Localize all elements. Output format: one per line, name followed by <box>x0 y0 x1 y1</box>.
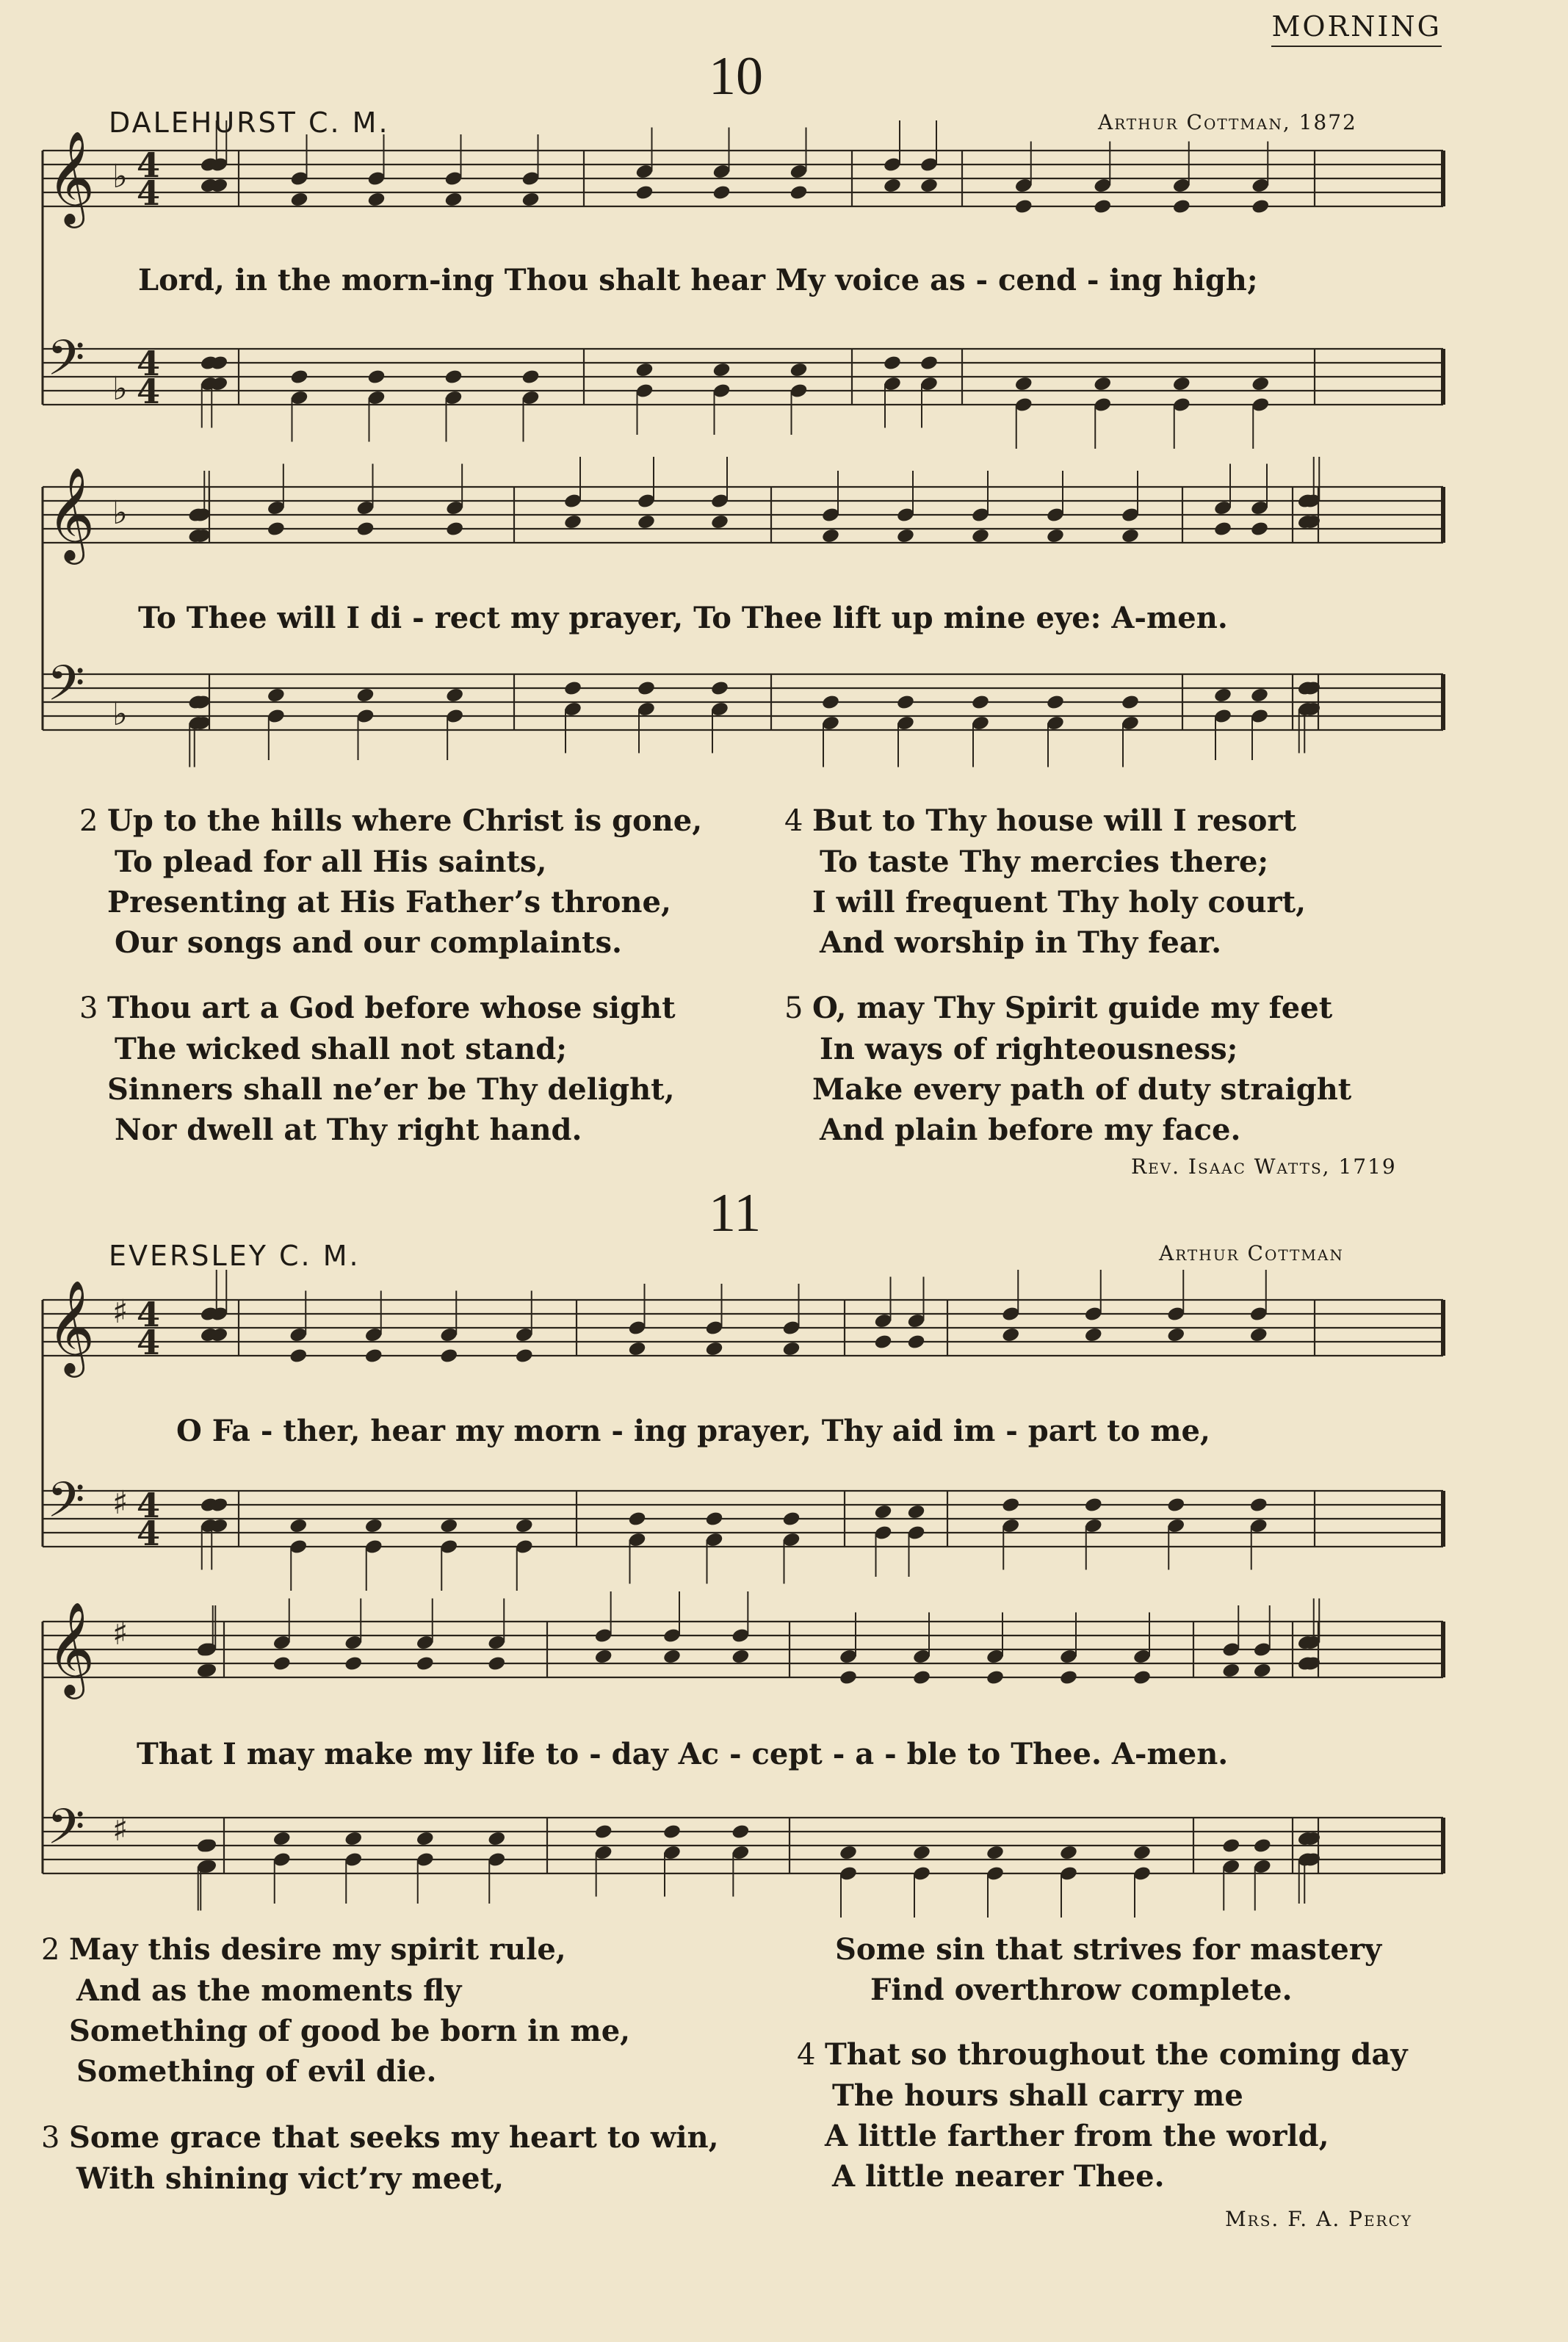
stanza-line: I will frequent Thy holy court, <box>812 885 1307 919</box>
time-signature-top: 4 <box>137 344 161 383</box>
stanza-line: In ways of righteousness; <box>820 1032 1238 1066</box>
notehead <box>1213 687 1232 704</box>
notehead <box>912 1669 931 1686</box>
notehead <box>594 1648 613 1665</box>
stanza-line: But to Thy house will I resort <box>812 803 1296 838</box>
hymn-10-tune-name: DALEHURST C. M. <box>109 106 390 139</box>
flat-sign: ♭ <box>112 695 128 733</box>
notehead <box>563 680 582 697</box>
stanza-line: Find overthrow complete. <box>870 1973 1293 2007</box>
time-signature-bottom: 4 <box>137 1514 161 1553</box>
notehead <box>710 513 729 530</box>
hymn-10-author: Rev. Isaac Watts, 1719 <box>1131 1154 1397 1179</box>
notehead <box>637 680 656 697</box>
notehead <box>594 1824 613 1840</box>
treble-clef: 𝄞 <box>47 130 95 224</box>
stanza-line: Presenting at His Father’s throne, <box>107 885 671 919</box>
notehead <box>712 361 731 378</box>
hymn-11-tune-name: EVERSLEY C. M. <box>109 1240 361 1272</box>
notehead <box>1213 521 1232 538</box>
hymn-10-composer: Arthur Cottman, 1872 <box>1098 110 1357 134</box>
notehead <box>439 1348 458 1365</box>
notehead <box>1046 527 1065 544</box>
notehead <box>789 184 808 201</box>
stanza-line: Thou art a God before whose sight <box>107 991 676 1025</box>
time-signature-top: 4 <box>137 1295 161 1334</box>
time-signature-top: 4 <box>137 145 161 185</box>
stanza-line: Sinners shall ne’er be Thy delight, <box>107 1072 675 1107</box>
running-head: MORNING <box>1271 10 1442 47</box>
stanza-line: And plain before my face. <box>820 1113 1241 1147</box>
notehead <box>416 1655 435 1672</box>
notehead <box>1059 1844 1078 1861</box>
stanza-line: Nor dwell at Thy right hand. <box>115 1113 582 1147</box>
notehead <box>366 369 386 386</box>
notehead <box>515 1348 534 1365</box>
notehead <box>1251 198 1270 215</box>
notehead <box>781 1511 801 1528</box>
notehead <box>873 1334 892 1351</box>
notehead <box>344 1830 363 1847</box>
notehead <box>873 1503 892 1520</box>
notehead <box>627 1511 646 1528</box>
notehead <box>883 355 902 372</box>
notehead <box>1250 687 1269 704</box>
notehead <box>883 177 902 194</box>
stanza-line: And worship in Thy fear. <box>820 925 1222 960</box>
notehead <box>704 1340 723 1357</box>
notehead <box>920 177 939 194</box>
flat-sign: ♭ <box>112 494 128 532</box>
treble-clef: 𝄞 <box>47 1601 95 1695</box>
notehead <box>344 1655 363 1672</box>
notehead <box>355 687 375 704</box>
notehead <box>704 1511 723 1528</box>
stanza-number: 2 <box>41 1933 60 1967</box>
notehead <box>662 1824 682 1840</box>
notehead <box>198 1837 217 1854</box>
notehead <box>986 1844 1005 1861</box>
notehead <box>731 1648 750 1665</box>
notehead <box>444 191 463 208</box>
stanza-line: The hours shall carry me <box>832 2078 1243 2113</box>
bass-clef: 𝄢 <box>47 1799 85 1867</box>
notehead <box>1132 1669 1152 1686</box>
stanza-line: Our songs and our complaints. <box>115 925 622 960</box>
notehead <box>912 1844 931 1861</box>
notehead <box>1250 521 1269 538</box>
stanza-line: To taste Thy mercies there; <box>820 845 1269 879</box>
stanza-line: Some sin that strives for mastery <box>835 1932 1382 1967</box>
bass-clef: 𝄢 <box>47 655 85 723</box>
bass-clef: 𝄢 <box>47 1472 85 1540</box>
notehead <box>662 1648 682 1665</box>
notehead <box>1121 527 1140 544</box>
stanza-line: Something of good be born in me, <box>69 2014 631 2048</box>
sharp-sign: ♯ <box>112 1484 129 1522</box>
notehead <box>1001 1497 1020 1514</box>
notehead <box>1084 1326 1103 1343</box>
stanza-line: And as the moments fly <box>76 1973 462 2008</box>
time-signature-bottom: 4 <box>137 173 161 213</box>
notehead <box>1253 1837 1272 1854</box>
notehead <box>789 361 808 378</box>
hymn-11-lyric-line-1: O Fa - ther, hear my morn - ing prayer, Thy aid im - part to me, <box>176 1414 1210 1448</box>
notehead <box>971 694 990 711</box>
notehead <box>637 513 656 530</box>
notehead <box>1132 1844 1152 1861</box>
stanza-line: Some grace that seeks my heart to win, <box>69 2120 719 2155</box>
notehead <box>267 687 286 704</box>
hymn-11-lyric-line-2: That I may make my life to - day Ac - cept - a - ble to Thee. A-men. <box>137 1737 1229 1771</box>
notehead <box>289 369 308 386</box>
notehead <box>445 521 464 538</box>
notehead <box>289 1517 308 1534</box>
notehead <box>1249 1497 1268 1514</box>
time-signature-top: 4 <box>137 1486 161 1525</box>
notehead <box>355 521 375 538</box>
notehead <box>1046 694 1065 711</box>
stanza-number: 3 <box>41 2121 60 2155</box>
notehead <box>896 694 915 711</box>
stanza-line: That so throughout the coming day <box>825 2037 1408 2072</box>
notehead <box>1172 198 1191 215</box>
notehead <box>821 694 840 711</box>
stanza-line: Make every path of duty straight <box>812 1072 1352 1107</box>
stanza-number: 5 <box>784 991 803 1025</box>
notehead <box>1093 375 1112 392</box>
stanza-line: With shining vict’ry meet, <box>76 2161 505 2196</box>
notehead <box>1093 198 1112 215</box>
stanza-line: Something of evil die. <box>76 2054 437 2089</box>
notehead <box>1001 1326 1020 1343</box>
stanza-line: May this desire my spirit rule, <box>69 1932 566 1967</box>
hymn-10-number: 10 <box>709 46 763 106</box>
notehead <box>515 1517 534 1534</box>
notehead <box>289 191 308 208</box>
notehead <box>896 527 915 544</box>
stanza-line: A little nearer Thee. <box>832 2159 1165 2194</box>
notehead <box>416 1830 435 1847</box>
notehead <box>1253 1662 1272 1679</box>
hymn-10-lyric-line-2: To Thee will I di - rect my prayer, To Thee lift up mine eye: A-men. <box>138 601 1228 635</box>
hymn-10-lyric-line-1: Lord, in the morn-ing Thou shalt hear My voice as - cend - ing high; <box>138 263 1258 297</box>
notehead <box>487 1830 506 1847</box>
sharp-sign: ♯ <box>112 1615 129 1652</box>
notehead <box>364 1348 383 1365</box>
notehead <box>712 184 731 201</box>
notehead <box>1166 1326 1185 1343</box>
notehead <box>366 191 386 208</box>
notehead <box>521 191 540 208</box>
notehead <box>781 1340 801 1357</box>
notehead <box>444 369 463 386</box>
stanza-number: 4 <box>797 2038 816 2072</box>
notehead <box>198 1662 217 1679</box>
notehead <box>1059 1669 1078 1686</box>
sharp-sign: ♯ <box>112 1811 129 1848</box>
stanza-line: O, may Thy Spirit guide my feet <box>812 991 1333 1025</box>
hymn-11-composer: Arthur Cottman <box>1159 1241 1344 1265</box>
notehead <box>1172 375 1191 392</box>
notehead <box>1121 694 1140 711</box>
notehead <box>906 1503 925 1520</box>
notehead <box>1166 1497 1185 1514</box>
notehead <box>267 521 286 538</box>
notehead <box>839 1669 858 1686</box>
notehead <box>627 1340 646 1357</box>
notehead <box>487 1655 506 1672</box>
notehead <box>821 527 840 544</box>
notehead <box>289 1348 308 1365</box>
stanza-number: 2 <box>79 804 98 838</box>
bass-clef: 𝄢 <box>47 330 85 398</box>
time-signature-bottom: 4 <box>137 372 161 411</box>
stanza-line: Up to the hills where Christ is gone, <box>107 803 703 838</box>
notehead <box>635 361 654 378</box>
notehead <box>906 1334 925 1351</box>
notehead <box>445 687 464 704</box>
notehead <box>839 1844 858 1861</box>
flat-sign: ♭ <box>112 370 128 408</box>
notehead <box>1084 1497 1103 1514</box>
stanza-number: 3 <box>79 991 98 1025</box>
notehead <box>1251 375 1270 392</box>
notehead <box>920 355 939 372</box>
notehead <box>1221 1837 1240 1854</box>
notehead <box>635 184 654 201</box>
treble-clef: 𝄞 <box>47 466 95 560</box>
stanza-line: The wicked shall not stand; <box>115 1032 567 1066</box>
time-signature-bottom: 4 <box>137 1323 161 1362</box>
notehead <box>272 1655 292 1672</box>
hymn-11-number: 11 <box>709 1183 762 1243</box>
notehead <box>521 369 540 386</box>
hymn-11-author: Mrs. F. A. Percy <box>1225 2207 1413 2231</box>
notehead <box>710 680 729 697</box>
notehead <box>731 1824 750 1840</box>
stanza-number: 4 <box>784 804 803 838</box>
notehead <box>971 527 990 544</box>
notehead <box>986 1669 1005 1686</box>
notehead <box>439 1517 458 1534</box>
notehead <box>272 1830 292 1847</box>
notehead <box>364 1517 383 1534</box>
notehead <box>563 513 582 530</box>
notehead <box>1014 198 1033 215</box>
flat-sign: ♭ <box>112 158 128 195</box>
stanza-line: A little farther from the world, <box>825 2119 1329 2153</box>
treble-clef: 𝄞 <box>47 1279 95 1373</box>
sharp-sign: ♯ <box>112 1293 129 1331</box>
notehead <box>1014 375 1033 392</box>
notehead <box>1221 1662 1240 1679</box>
notehead <box>1249 1326 1268 1343</box>
stanza-line: To plead for all His saints, <box>115 845 547 879</box>
